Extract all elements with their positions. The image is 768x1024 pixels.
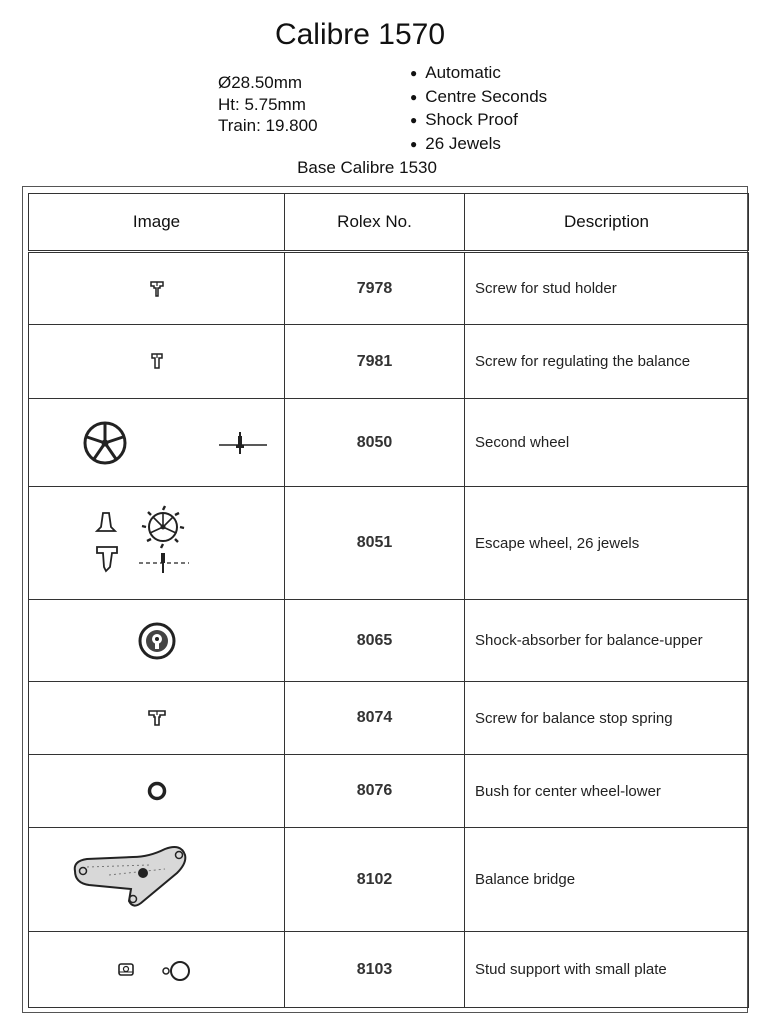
part-number: 8050 (285, 399, 465, 487)
table-row (29, 399, 749, 487)
bush-icon (145, 779, 169, 803)
table-row (29, 755, 749, 828)
part-number: 8103 (285, 932, 465, 1008)
part-image-cell (29, 828, 285, 932)
table-row (29, 487, 749, 600)
page-title: Calibre 1570 (274, 18, 446, 51)
part-description: Stud support with small plate (465, 932, 749, 1008)
part-description: Bush for center wheel-lower (465, 755, 749, 828)
column-header-description: Description (465, 194, 749, 252)
part-description: Escape wheel, 26 jewels (465, 487, 749, 600)
diameter-spec: Ø28.50mm (218, 73, 303, 92)
part-image-cell (29, 600, 285, 682)
table-row (29, 325, 749, 399)
shock-absorber-icon (137, 621, 177, 661)
train-spec: Train: 19.800 (218, 116, 318, 135)
column-header-number: Rolex No. (285, 194, 465, 252)
part-description: Screw for stud holder (465, 252, 749, 325)
features-list (410, 62, 547, 156)
part-number: 7981 (285, 325, 465, 399)
specs-block (218, 72, 318, 137)
escape-wheel-icon (89, 503, 199, 583)
part-description: Balance bridge (465, 828, 749, 932)
part-number: 8065 (285, 600, 465, 682)
feature-item: ● Shock Proof (410, 109, 547, 133)
table-row (29, 252, 749, 325)
table-row (29, 600, 749, 682)
part-number: 8051 (285, 487, 465, 600)
part-description: Shock-absorber for balance-upper (465, 600, 749, 682)
feature-item: ● 26 Jewels (410, 133, 547, 157)
table-row (29, 682, 749, 755)
table-header-row (29, 194, 749, 252)
part-image-cell (29, 399, 285, 487)
part-image-cell (29, 487, 285, 600)
height-spec: Ht: 5.75mm (218, 94, 306, 114)
part-number: 8074 (285, 682, 465, 755)
part-number: 8076 (285, 755, 465, 828)
column-header-image: Image (29, 194, 285, 252)
part-image-cell (29, 325, 285, 399)
part-description: Screw for regulating the balance (465, 325, 749, 399)
wheel-icon (79, 418, 269, 468)
stud-support-icon (117, 957, 197, 983)
part-description: Second wheel (465, 399, 749, 487)
bridge-icon (69, 845, 199, 915)
feature-item: ● Centre Seconds (410, 86, 547, 110)
part-image-cell (29, 755, 285, 828)
part-image-cell (29, 682, 285, 755)
screw-icon (147, 279, 167, 299)
feature-item: ● Automatic (410, 62, 547, 86)
table-row (29, 932, 749, 1008)
part-image-cell (29, 932, 285, 1008)
parts-table (28, 193, 749, 1008)
part-description: Screw for balance stop spring (465, 682, 749, 755)
table-row (29, 828, 749, 932)
screw-icon (146, 708, 168, 728)
base-calibre: Base Calibre 1530 (297, 158, 437, 177)
part-image-cell (29, 252, 285, 325)
part-number: 7978 (285, 252, 465, 325)
screw-icon (150, 352, 164, 372)
part-number: 8102 (285, 828, 465, 932)
